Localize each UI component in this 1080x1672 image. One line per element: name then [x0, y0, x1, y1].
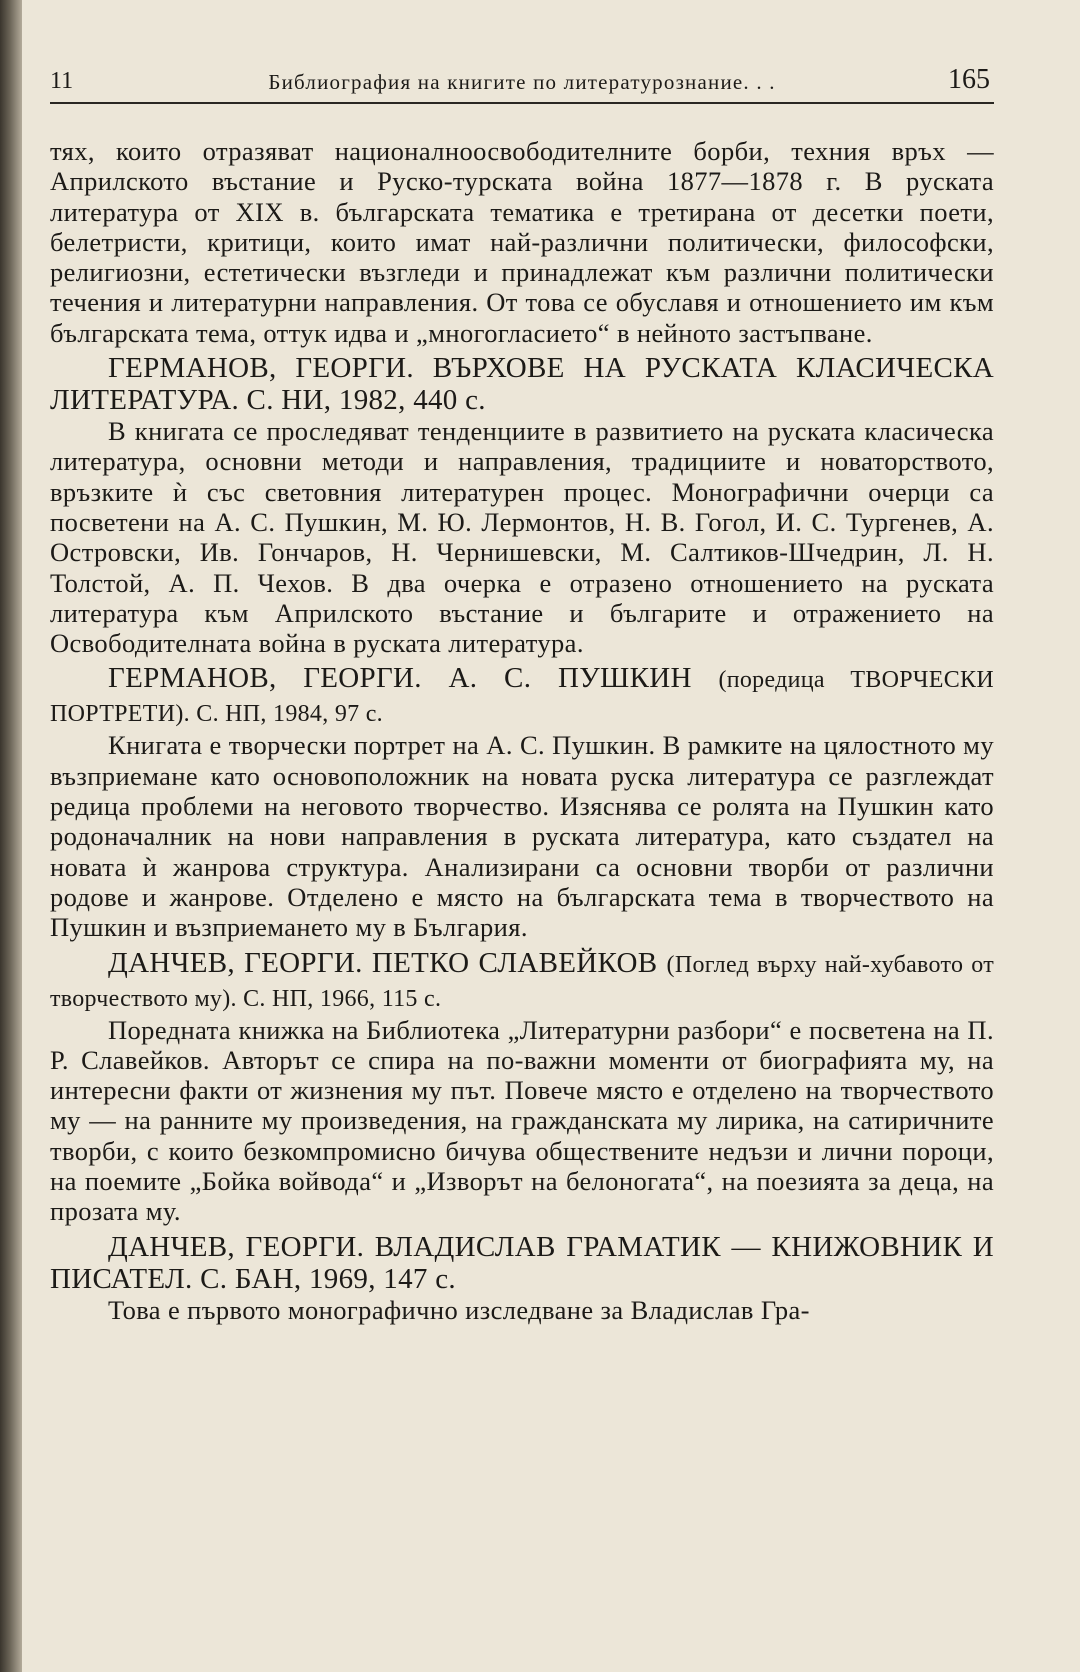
entry-heading-suffix: (поредица ТВОРЧЕСКИ ПОРТРЕТИ). С. НП, 1984, 97 с. — [50, 667, 994, 728]
entry-heading — [50, 1231, 994, 1295]
entry-heading — [50, 662, 994, 730]
section-number: 11 — [50, 68, 74, 94]
running-title: Библиография на книгите по литературознание. . . — [268, 70, 776, 94]
entry-heading — [50, 352, 994, 416]
entry-heading-main: ГЕРМАНОВ, ГЕОРГИ. А. С. ПУШКИН — [108, 662, 692, 695]
entry-text: В книгата се проследяват тенденциите в развитието на руската класическа литература, основни методи и направления, традициите и новаторството, връзките ѝ със световния литературен процес. Монографични очерци са посветени на А. С. Пушкин, М. Ю. Лермонтов, Н. В. Гогол, И. С. Тургенев, А. Островски, Ив. Гончаров, Н. Чернишевски, М. Салтиков-Шчедрин, Л. Н. Толстой, А. П. Чехов. В два очерка е отразено отношението на руската литература към Априлското въстание и българите и отражението на Освободителната война в руската литература. — [50, 416, 994, 659]
entry-heading-main: ДАНЧЕВ, ГЕОРГИ. ПЕТКО СЛАВЕЙКОВ — [108, 946, 658, 979]
entry-heading-main: ДАНЧЕВ, ГЕОРГИ. ВЛАДИСЛАВ ГРАМАТИК — КНИЖОВНИК И ПИСАТЕЛ. С. БАН, 1969, 147 с. — [50, 1230, 994, 1295]
running-header — [50, 62, 994, 104]
intro-paragraph: тях, които отразяват националноосвободителните борби, техния връх — Априлското въстание и Руско-турската война 1877—1878 г. В руската литература от XIX в. българската тематика е третирана от десетки поети, белетристи, критици, които имат най-различни политически, философски, религиозни, естетически възгледи и принадлежат към различни политически течения и литературни направления. От това се обуславя и отношението им към българската тема, оттук идва и „многогласието“ в нейното застъпване. — [50, 136, 994, 348]
entry-heading — [50, 947, 994, 1015]
book-page — [22, 0, 1080, 1672]
page-number: 165 — [948, 64, 990, 95]
entry-heading-suffix: (Поглед върху най-хубавото от творчеството му). С. НП, 1966, 115 с. — [50, 951, 994, 1012]
entry-heading-main: ГЕРМАНОВ, ГЕОРГИ. ВЪРХОВЕ НА РУСКАТА КЛАСИЧЕСКА ЛИТЕРАТУРА. С. НИ, 1982, 440 с. — [50, 352, 994, 417]
entry-text: Това е първото монографично изследване за Владислав Гра- — [108, 1294, 810, 1325]
entry-text: Книгата е творчески портрет на А. С. Пушкин. В рамките на цялостното му възприемане като основоположник на новата руска литература се разглеждат редица проблеми на неговото творчество. Изяснява се ролята на Пушкин като родоначалник на нови направления в руската литература, като създател на новата ѝ жанрова структура. Анализирани са основни творби от различни родове и жанрове. Отделено е място на българската тема в творчеството на Пушкин и възприемането му в България. — [50, 730, 994, 943]
entry-text: Поредната книжка на Библиотека „Литературни разбори“ е посветена на П. Р. Славейков. Авторът се спира на по-важни моменти от биографията му, на интересни факти от жизнения му път. Повече място е отделено на творчеството му — на ранните му произведения, на гражданската му лирика, на сатиричните творби, с които безкомпромисно бичува обществените недъзи и лични пороци, на поемите „Бойка войвода“ и „Изворът на белоногата“, на поезията за деца, на прозата му. — [50, 1014, 994, 1227]
page-body — [50, 136, 994, 1325]
book-spine-shadow — [0, 0, 22, 1672]
